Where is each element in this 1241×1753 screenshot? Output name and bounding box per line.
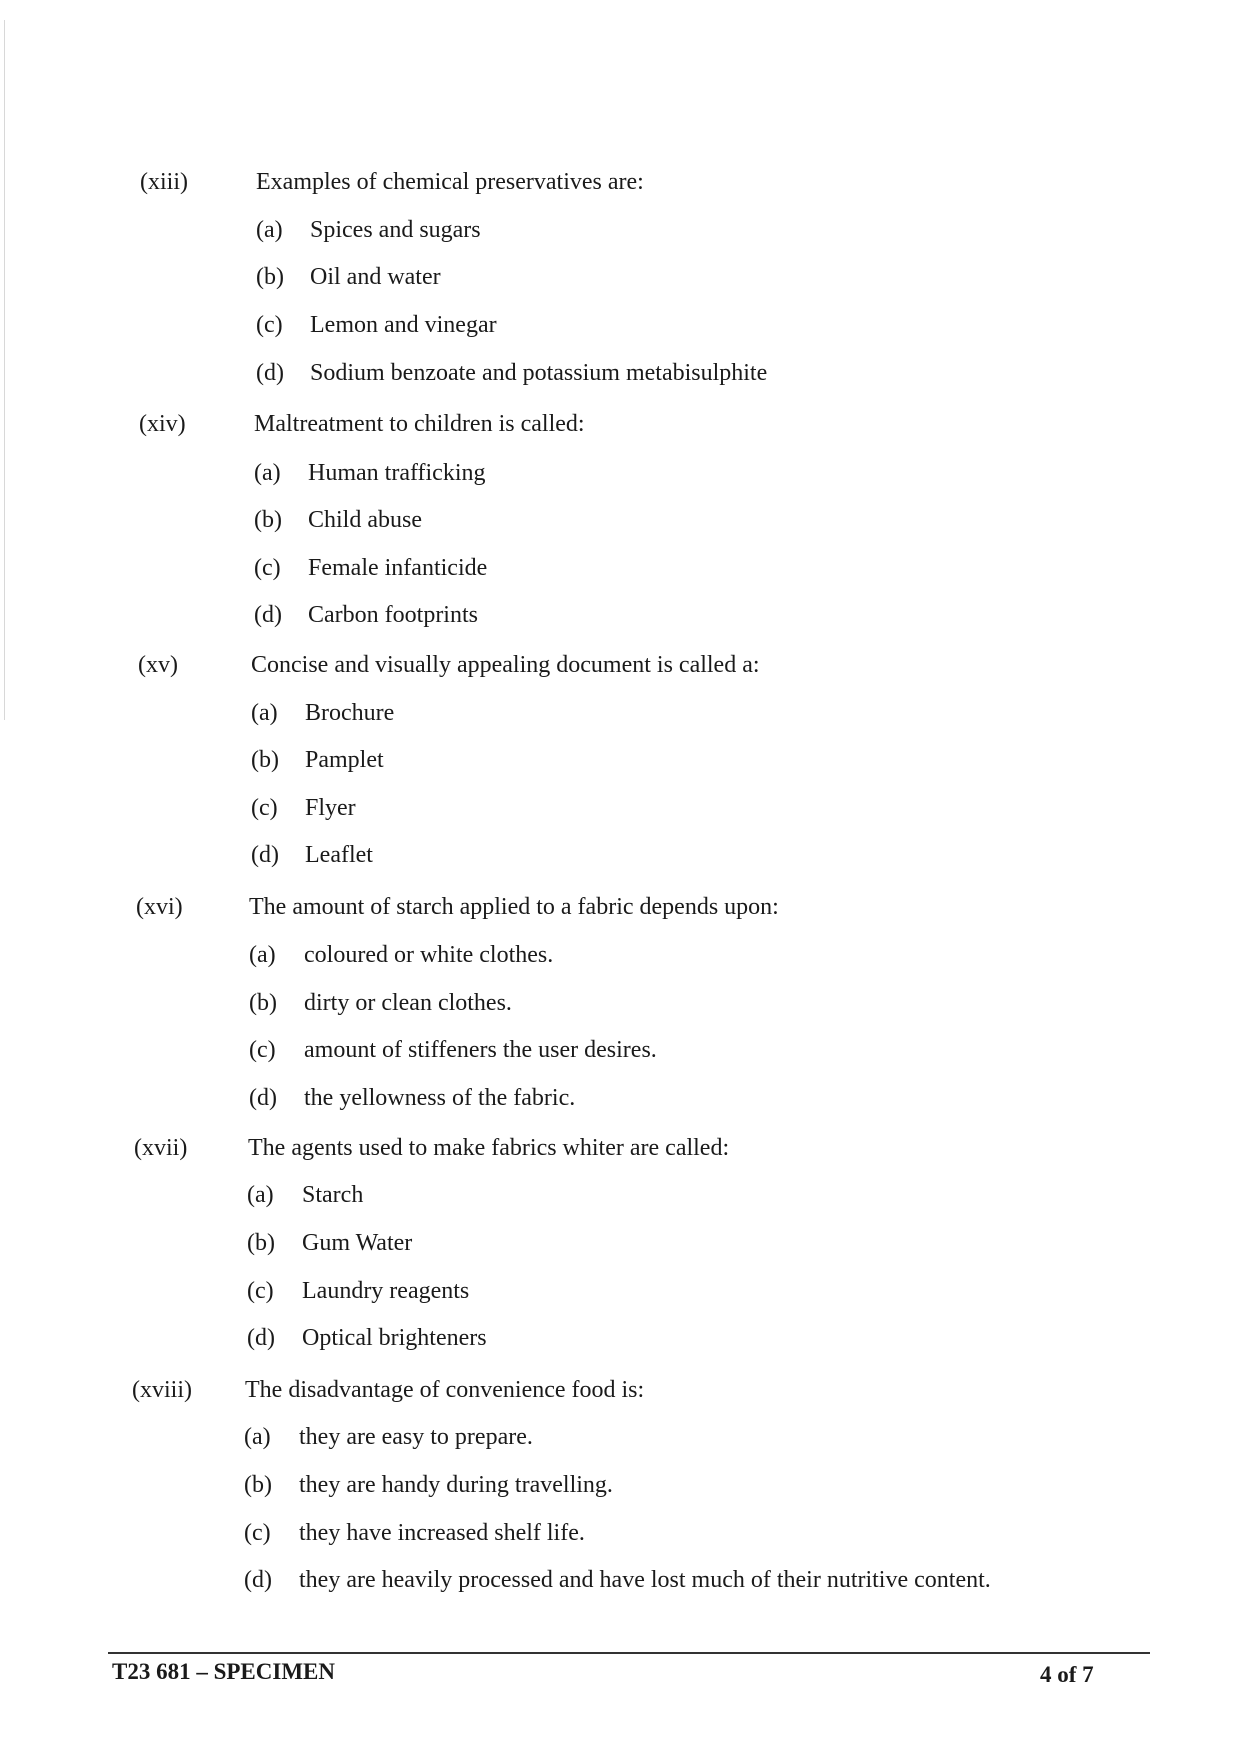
option-label: (b): [247, 1230, 275, 1256]
option-label: (c): [256, 312, 283, 338]
option-text: Spices and sugars: [310, 217, 481, 243]
option-label: (b): [244, 1472, 272, 1498]
option-label: (d): [244, 1567, 272, 1593]
option-label: (c): [247, 1278, 274, 1304]
option-label: (b): [249, 990, 277, 1016]
option-text: the yellowness of the fabric.: [304, 1085, 576, 1111]
option-text: dirty or clean clothes.: [304, 990, 512, 1016]
option-label: (d): [249, 1085, 277, 1111]
option-text: Optical brighteners: [302, 1325, 487, 1351]
question-number: (xvi): [136, 894, 183, 920]
option-text: Female infanticide: [308, 555, 488, 581]
option-text: they have increased shelf life.: [299, 1520, 585, 1546]
option-label: (d): [251, 842, 279, 868]
option-text: Sodium benzoate and potassium metabisulphite: [310, 360, 768, 386]
option-label: (a): [244, 1424, 271, 1450]
option-label: (b): [251, 747, 279, 773]
footer-page-number: 4 of 7: [1040, 1662, 1094, 1687]
option-label: (b): [256, 264, 284, 290]
option-label: (b): [254, 507, 282, 533]
option-text: Human trafficking: [308, 460, 486, 486]
option-text: Lemon and vinegar: [310, 312, 497, 338]
question-text: Examples of chemical preservatives are:: [256, 169, 644, 195]
option-text: they are easy to prepare.: [299, 1424, 533, 1450]
option-text: Oil and water: [310, 264, 441, 290]
footer-divider: [108, 1652, 1150, 1654]
option-text: Flyer: [305, 795, 356, 821]
option-label: (c): [251, 795, 278, 821]
option-text: Carbon footprints: [308, 602, 478, 628]
option-text: coloured or white clothes.: [304, 942, 554, 968]
option-label: (d): [254, 602, 282, 628]
option-label: (d): [256, 360, 284, 386]
option-label: (c): [244, 1520, 271, 1546]
option-text: amount of stiffeners the user desires.: [304, 1037, 657, 1063]
option-label: (d): [247, 1325, 275, 1351]
question-text: The amount of starch applied to a fabric depends upon:: [249, 894, 779, 920]
option-label: (a): [247, 1182, 274, 1208]
option-text: Starch: [302, 1182, 364, 1208]
question-number: (xiii): [140, 169, 188, 195]
option-text: Pamplet: [305, 747, 384, 773]
option-text: Gum Water: [302, 1230, 413, 1256]
question-number: (xv): [138, 652, 178, 678]
option-label: (a): [256, 217, 283, 243]
question-number: (xviii): [132, 1377, 192, 1403]
question-text: The agents used to make fabrics whiter are called:: [248, 1135, 730, 1161]
option-text: they are handy during travelling.: [299, 1472, 613, 1498]
option-text: they are heavily processed and have lost much of their nutritive content.: [299, 1567, 991, 1593]
option-text: Brochure: [305, 700, 395, 726]
question-number: (xvii): [134, 1135, 188, 1161]
footer-paper-code: T23 681 – SPECIMEN: [112, 1659, 335, 1684]
option-label: (a): [249, 942, 276, 968]
scan-edge: [4, 20, 5, 720]
option-text: Laundry reagents: [302, 1278, 470, 1304]
option-label: (c): [249, 1037, 276, 1063]
question-text: The disadvantage of convenience food is:: [245, 1377, 645, 1403]
option-label: (a): [251, 700, 278, 726]
option-label: (c): [254, 555, 281, 581]
question-text: Concise and visually appealing document is called a:: [251, 652, 760, 678]
question-text: Maltreatment to children is called:: [254, 411, 585, 437]
option-label: (a): [254, 460, 281, 486]
option-text: Leaflet: [305, 842, 373, 868]
option-text: Child abuse: [308, 507, 422, 533]
question-number: (xiv): [139, 411, 186, 437]
